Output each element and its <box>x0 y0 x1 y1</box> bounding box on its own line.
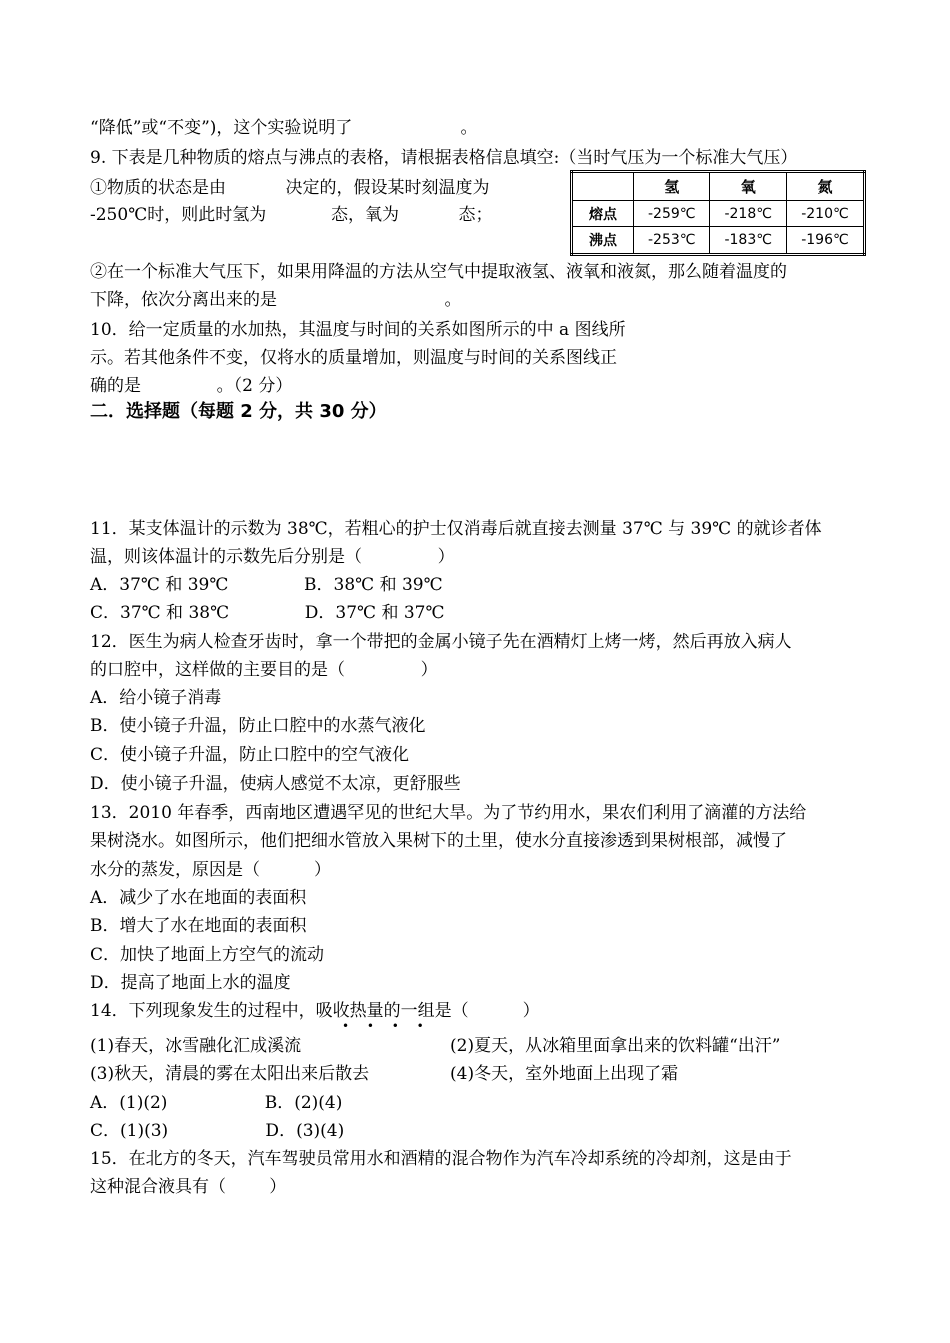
cell: -183℃ <box>710 227 786 255</box>
q10-line1: 10．给一定质量的水加热，其温度与时间的关系如图所示的中 a 图线所 <box>90 320 626 340</box>
section-2-heading: 二．选择题（每题 2 分，共 30 分） <box>90 401 387 422</box>
emphasis-dots: • • • • <box>342 1019 431 1033</box>
q11-line1: 11．某支体温计的示数为 38℃，若粗心的护士仅消毒后就直接去测量 37℃ 与 39℃ 的就诊者体 <box>90 519 822 539</box>
q11-options-ab: A．37℃ 和 39℃ B．38℃ 和 39℃ <box>90 575 443 595</box>
q13-option-c: C．加快了地面上方空气的流动 <box>90 945 325 965</box>
q14-item-3: (3)秋天，清晨的雾在太阳出来后散去 <box>90 1064 370 1084</box>
q12-line2: 的口腔中，这样做的主要目的是（ ） <box>90 660 438 680</box>
melting-boiling-table <box>570 170 866 256</box>
q13-line1: 13．2010 年春季，西南地区遭遇罕见的世纪大旱。为了节约用水，果农们利用了滴灌的方法给 <box>90 803 807 823</box>
q9-part2-line1: ②在一个标准大气压下，如果用降温的方法从空气中提取液氢、液氧和液氮，那么随着温度的 <box>90 262 787 282</box>
q12-option-d: D．使小镜子升温，使病人感觉不太凉，更舒服些 <box>90 774 461 794</box>
q9-stem: 9. 下表是几种物质的熔点与沸点的表格，请根据表格信息填空:（当时气压为一个标准大气压） <box>90 148 798 168</box>
q15-line2: 这种混合液具有（ ） <box>90 1177 287 1197</box>
q9-part2-line2: 下降，依次分离出来的是 。 <box>90 290 462 310</box>
q14-line1: 14．下列现象发生的过程中，吸收热量的一组是（ ） <box>90 1001 540 1021</box>
q14-options-ab: A．(1)(2) B．(2)(4) <box>90 1093 343 1113</box>
cell: -210℃ <box>786 200 864 226</box>
table-row <box>572 200 865 226</box>
q9-part1-line1: ①物质的状态是由 决定的，假设某时刻温度为 <box>90 178 490 198</box>
q15-line1: 15．在北方的冬天，汽车驾驶员常用水和酒精的混合物作为汽车冷却系统的冷却剂，这是由于 <box>90 1149 792 1169</box>
q9-part1-line2: -250℃时，则此时氢为 态，氧为 态； <box>90 205 493 225</box>
q11-options-cd: C．37℃ 和 38℃ D．37℃ 和 37℃ <box>90 603 445 623</box>
cell: -253℃ <box>634 227 710 255</box>
q12-option-a: A．给小镜子消毒 <box>90 688 222 708</box>
cell: -259℃ <box>634 200 710 226</box>
table-corner <box>572 172 634 201</box>
q11-line2: 温，则该体温计的示数先后分别是（ ） <box>90 547 455 567</box>
q14-item-1: (1)春天，冰雪融化汇成溪流 <box>90 1036 302 1056</box>
row-label-boiling: 沸点 <box>572 227 634 255</box>
q14-item-2: (2)夏天，从冰箱里面拿出来的饮料罐“出汗” <box>450 1036 781 1056</box>
q13-option-a: A．减少了水在地面的表面积 <box>90 888 307 908</box>
cell: -218℃ <box>710 200 786 226</box>
header-nitrogen: 氮 <box>786 172 864 201</box>
q14-options-cd: C．(1)(3) D．(3)(4) <box>90 1121 345 1141</box>
q13-option-b: B．增大了水在地面的表面积 <box>90 916 307 936</box>
row-label-melting: 熔点 <box>572 200 634 226</box>
header-oxygen: 氧 <box>710 172 786 201</box>
q10-line2: 示。若其他条件不变，仅将水的质量增加，则温度与时间的关系图线正 <box>90 348 617 368</box>
q13-option-d: D．提高了地面上水的温度 <box>90 973 291 993</box>
q8-tail: “降低”或“不变”)，这个实验说明了 。 <box>90 118 478 138</box>
cell: -196℃ <box>786 227 864 255</box>
q13-line2: 果树浇水。如图所示，他们把细水管放入果树下的土里，使水分直接渗透到果树根部，减慢了 <box>90 831 787 851</box>
q13-line3: 水分的蒸发，原因是（ ） <box>90 860 332 880</box>
header-hydrogen: 氢 <box>634 172 710 201</box>
q14-item-4: (4)冬天，室外地面上出现了霜 <box>450 1064 679 1084</box>
q12-line1: 12．医生为病人检查牙齿时，拿一个带把的金属小镜子先在酒精灯上烤一烤，然后再放入病人 <box>90 632 792 652</box>
table-row <box>572 227 865 255</box>
q12-option-c: C．使小镜子升温，防止口腔中的空气液化 <box>90 745 410 765</box>
q12-option-b: B．使小镜子升温，防止口腔中的水蒸气液化 <box>90 716 426 736</box>
q10-line3: 确的是 。（2 分） <box>90 376 293 396</box>
